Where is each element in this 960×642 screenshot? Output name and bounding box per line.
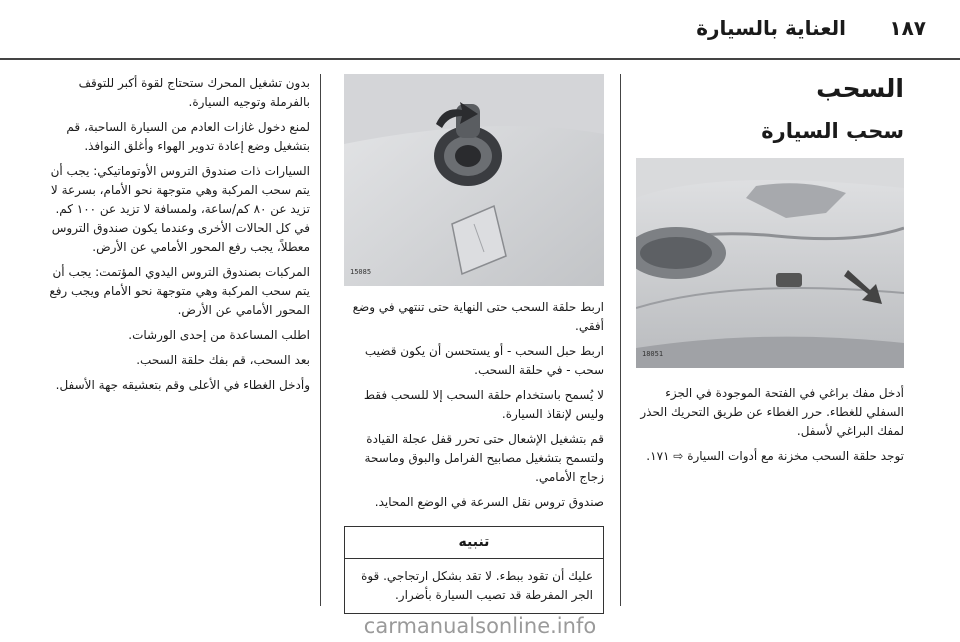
image-code: 18051	[642, 350, 664, 358]
middle-column	[344, 74, 604, 614]
column-divider-left	[320, 74, 321, 606]
section-title: السحب	[816, 74, 904, 103]
paragraph-screw-ring: اربط حلقة السحب حتى النهاية حتى تنتهي في وضع أفقي.	[352, 300, 604, 333]
header-rule	[0, 58, 960, 60]
chapter-title: العناية بالسيارة	[696, 16, 846, 40]
right-column	[636, 74, 904, 472]
paragraph-refit-cover: وأدخل الغطاء في الأعلى وقم بتعشيقه جهة الأسفل.	[55, 378, 310, 392]
cross-reference-arrow-icon: ⇨	[673, 449, 684, 463]
notice-body: عليك أن تقود ببطء. لا تقد بشكل ارتجاجي. قوة الجر المفرطة قد تصيب السيارة بأضرار.	[361, 569, 593, 602]
car-bumper-photo	[636, 158, 904, 368]
paragraph-neutral: صندوق تروس نقل السرعة في الوضع المحايد.	[374, 495, 604, 509]
cross-reference-page: ١٧١.	[646, 449, 670, 463]
notice-title: تنبيه	[345, 527, 603, 559]
page-number: ١٨٧	[889, 16, 926, 40]
paragraph-after-towing: بعد السحب، قم بفك حلقة السحب.	[136, 353, 310, 367]
paragraph-exhaust-gases: لمنع دخول غازات العادم من السيارة الساحبة، قم بتشغيل وضع إعادة تدوير الهواء وأغلق النوافذ.	[66, 120, 310, 153]
watermark-text: carmanualsonline.info	[363, 614, 597, 638]
subsection-title: سحب السيارة	[761, 119, 904, 143]
towing-eye-photo	[344, 74, 604, 286]
paragraph-automated-manual: المركبات بصندوق التروس اليدوي المؤتمت: يجب أن يتم سحب المركبة وهي متوجهة نحو الأمام ويجب رفع المحور الأمامي عن الأرض.	[49, 265, 310, 317]
paragraph-braking-force: بدون تشغيل المحرك ستحتاج لقوة أكبر للتوقف بالفرملة وتوجيه السيارة.	[78, 76, 310, 109]
car-bumper-illustration	[636, 158, 904, 368]
page-header	[0, 0, 960, 56]
paragraph-ring-usage: لا يُسمح باستخدام حلقة السحب إلا للسحب فقط وليس لإنقاذ السيارة.	[363, 388, 604, 421]
paragraph-ring-location	[636, 447, 904, 466]
left-column	[42, 74, 310, 401]
image-code: 15085	[350, 268, 372, 276]
paragraph-automatic-transmission: السيارات ذات صندوق التروس الأوتوماتيكي: يجب أن يتم سحب المركبة وهي متوجهة نحو الأمام، بسرعة لا تزيد عن ٨٠ كم/ساعة، ولمسافة لا تزيد عن ١٠٠ كم. في كل الحالات الأخرى وعندما يكون صندوق التروس معطلاً، يجب رفع المحور الأمامي عن الأرض.	[50, 164, 310, 254]
paragraph-attach-rope: اربط حبل السحب - أو يستحسن أن يكون قضيب سحب - في حلقة السحب.	[364, 344, 604, 377]
paragraph-ignition: قم بتشغيل الإشعال حتى تحرر قفل عجلة القيادة ولتسمح بتشغيل مصابيح الفرامل والبوق وماسحة زجاج الأمامي.	[364, 432, 604, 484]
paragraph-cover-removal: أدخل مفك براغي في الفتحة الموجودة في الجزء السفلي للغطاء. حرر الغطاء عن طريق التحريك الحذر لمفك البراغي لأسفل.	[640, 386, 904, 438]
paragraph-ring-text: توجد حلقة السحب مخزنة مع أدوات السيارة	[687, 449, 904, 463]
notice-box	[344, 526, 604, 614]
paragraph-workshop-help: اطلب المساعدة من إحدى الورشات.	[128, 328, 310, 342]
column-divider-right	[620, 74, 621, 606]
towing-eye-illustration	[344, 74, 604, 286]
